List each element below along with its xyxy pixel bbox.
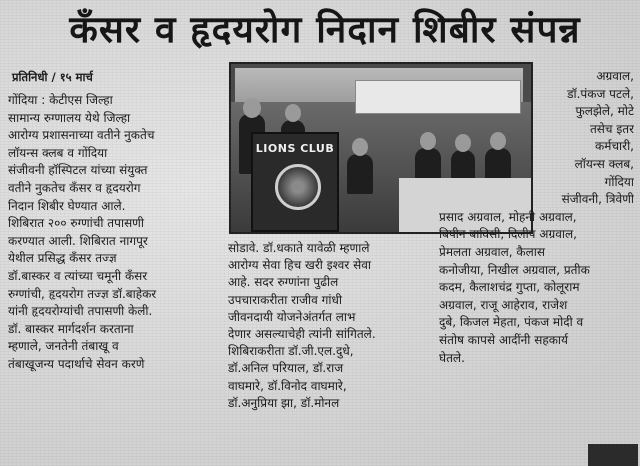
body-line: संजीवनी, त्रिवेणी [561,192,634,207]
body-line: फुलझेले, मोटे [575,104,634,119]
body-line: डॉ.अनुप्रिया झा, डॉ.मोनल [228,395,340,410]
body-line: कनोजीया, निखील अग्रवाल, प्रतीक [439,262,590,277]
body-line: गोंदिया [604,174,634,189]
body-line: कर्मचारी, [595,139,634,154]
body-line: करण्यात आली. शिबिरात नागपूर [8,233,148,248]
left-column [8,92,222,374]
body-line: कदम, कैलाशचंद्र गुप्ता, कोलूराम [439,280,580,295]
body-line: लॉयन्स क्लब, [574,156,634,171]
body-line: संजीवनी हॉस्पिटल यांच्या संयुक्त [8,163,148,178]
body-line: घेतले. [439,350,465,365]
body-line: शिबिराकरीता डॉ.जी.एल.दुधे, [228,344,354,359]
body-line: डॉ.बास्कर व त्यांच्या चमूनी कॅंसर [8,268,148,283]
body-line: गोंदिया : केटीएस जिल्हा [8,93,113,107]
body-line: निदान शिबीर घेण्यात आले. [8,198,126,213]
headline: कॅंसर व हृदयरोग निदान शिबीर संपन्न [69,8,581,51]
body-line: आरोग्य सेवा हिच खरी इश्वर सेवा [228,258,371,273]
body-line: तसेच इतर [589,121,634,136]
body-line: वतीने नुकतेच कॅंसर व हृदयरोग [8,180,141,195]
body-line: देणार असल्याचेही त्यांनी सांगितले. [228,327,376,342]
right-column [439,68,634,367]
middle-column [228,240,434,412]
body-line: सामान्य रुग्णालय येथे जिल्हा [8,110,131,125]
body-line: तंबाखूजन्य पदार्थाचे सेवन करणे [8,356,145,371]
body-line: डॉ.पंकज पटले, [567,86,634,101]
body-line: यांनी हृदयरोग्यांची तपासणी केली. [8,304,153,319]
body-line: अग्रवाल, [596,69,634,83]
body-line: आहे. सदर रुग्णांना पुढील [228,275,339,290]
body-line: प्रेमलता अग्रवाल, कैलास [439,244,545,259]
body-line: उपचाराकरीता राजीव गांधी [228,292,342,307]
body-line: बिपीन बाविसी, दिलीप अग्रवाल, [439,227,577,242]
torn-corner [588,444,638,466]
body-line: अग्रवाल, राजू आहेराव, राजेश [439,297,568,312]
body-line: डॉ. बास्कर मार्गदर्शन करताना [8,321,134,336]
dateline: प्रतिनिधी / १५ मार्च [12,70,93,84]
body-line: येथील प्रसिद्ध कॅंसर तज्ज्ञ [8,251,117,266]
body-line: दुबे, किजल मेहता, पंकज मोदी व [439,315,584,330]
body-line: जीवनदायी योजनेअंतर्गत लाभ [228,309,356,324]
body-line: म्हणाले, जनतेनी तंबाखू व [8,339,119,354]
body-line: शिबिरात २०० रुग्णांची तपासणी [8,216,144,231]
body-line: संतोष कापसे आदींनी सहकार्य [439,332,568,347]
body-line: प्रसाद अग्रवाल, मोहनी अग्रवाल, [439,209,577,224]
body-line: रुग्णांची, हृदयरोग तज्ज्ञ डॉ.बाहेकर [8,286,157,301]
body-line: सोडावे. डॉ.धकाते यावेळी म्हणाले [228,241,370,255]
body-line: वाघमारे, डॉ.विनोद वाघमारे, [228,378,347,393]
body-line: डॉ.अनिल परियाल, डॉ.राज [228,361,344,376]
podium-text: LIONS CLUB [255,142,335,155]
body-line: लॉयन्स क्लब व गोंदिया [8,145,108,160]
body-line: आरोग्य प्रशासनाच्या वतीने नुकतेच [8,128,155,143]
